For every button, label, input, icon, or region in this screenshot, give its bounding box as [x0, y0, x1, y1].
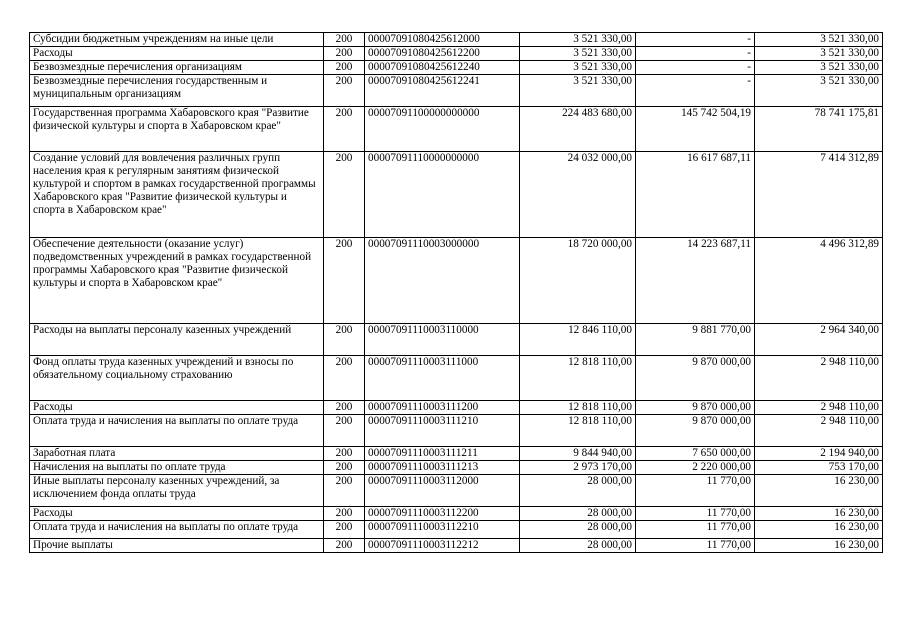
row-name-cell: Расходы на выплаты персоналу казенных учреждений	[30, 324, 324, 356]
row-code-cell: 200	[324, 356, 365, 401]
row-approved-amount-cell: 12 818 110,00	[520, 401, 636, 415]
table-row	[30, 461, 883, 475]
row-unexecuted-amount-cell: 16 230,00	[755, 507, 883, 521]
row-approved-amount-cell: 224 483 680,00	[520, 107, 636, 152]
row-approved-amount-cell: 3 521 330,00	[520, 75, 636, 107]
row-approved-amount-cell: 28 000,00	[520, 507, 636, 521]
row-name-cell: Государственная программа Хабаровского края "Развитие физической культуры и спорта в Хабаровском крае"	[30, 107, 324, 152]
row-name-cell: Заработная плата	[30, 447, 324, 461]
row-unexecuted-amount-cell: 4 496 312,89	[755, 238, 883, 324]
row-executed-amount-cell: -	[636, 47, 755, 61]
budget-expenditure-table	[29, 32, 883, 553]
row-classification-code-cell: 00007091110000000000	[365, 152, 520, 238]
row-unexecuted-amount-cell: 16 230,00	[755, 521, 883, 539]
row-code-cell: 200	[324, 47, 365, 61]
row-executed-amount-cell: 145 742 504,19	[636, 107, 755, 152]
row-code-cell: 200	[324, 507, 365, 521]
row-name-cell: Субсидии бюджетным учреждениям на иные цели	[30, 33, 324, 47]
table-body	[30, 33, 883, 553]
row-code-cell: 200	[324, 238, 365, 324]
row-executed-amount-cell: 9 870 000,00	[636, 415, 755, 447]
row-unexecuted-amount-cell: 16 230,00	[755, 539, 883, 553]
row-unexecuted-amount-cell: 78 741 175,81	[755, 107, 883, 152]
row-executed-amount-cell: 9 870 000,00	[636, 401, 755, 415]
row-classification-code-cell: 00007091100000000000	[365, 107, 520, 152]
table-row	[30, 475, 883, 507]
row-unexecuted-amount-cell: 2 948 110,00	[755, 356, 883, 401]
row-executed-amount-cell: 14 223 687,11	[636, 238, 755, 324]
row-executed-amount-cell: -	[636, 33, 755, 47]
row-unexecuted-amount-cell: 3 521 330,00	[755, 33, 883, 47]
row-unexecuted-amount-cell: 2 194 940,00	[755, 447, 883, 461]
row-classification-code-cell: 00007091110003111210	[365, 415, 520, 447]
row-name-cell: Оплата труда и начисления на выплаты по оплате труда	[30, 521, 324, 539]
row-code-cell: 200	[324, 75, 365, 107]
row-code-cell: 200	[324, 539, 365, 553]
row-executed-amount-cell: -	[636, 75, 755, 107]
row-approved-amount-cell: 9 844 940,00	[520, 447, 636, 461]
row-name-cell: Начисления на выплаты по оплате труда	[30, 461, 324, 475]
row-code-cell: 200	[324, 61, 365, 75]
table-row	[30, 152, 883, 238]
row-executed-amount-cell: 11 770,00	[636, 539, 755, 553]
row-classification-code-cell: 00007091110003111200	[365, 401, 520, 415]
row-code-cell: 200	[324, 33, 365, 47]
row-unexecuted-amount-cell: 753 170,00	[755, 461, 883, 475]
row-classification-code-cell: 00007091110003111211	[365, 447, 520, 461]
row-unexecuted-amount-cell: 3 521 330,00	[755, 75, 883, 107]
row-code-cell: 200	[324, 521, 365, 539]
row-code-cell: 200	[324, 475, 365, 507]
row-executed-amount-cell: 16 617 687,11	[636, 152, 755, 238]
table-row	[30, 75, 883, 107]
table-row	[30, 415, 883, 447]
row-classification-code-cell: 00007091110003112210	[365, 521, 520, 539]
row-unexecuted-amount-cell: 3 521 330,00	[755, 47, 883, 61]
row-classification-code-cell: 00007091110003111213	[365, 461, 520, 475]
row-code-cell: 200	[324, 152, 365, 238]
row-classification-code-cell: 00007091110003000000	[365, 238, 520, 324]
row-approved-amount-cell: 12 846 110,00	[520, 324, 636, 356]
table-row	[30, 539, 883, 553]
row-name-cell: Оплата труда и начисления на выплаты по оплате труда	[30, 415, 324, 447]
row-classification-code-cell: 00007091080425612240	[365, 61, 520, 75]
table-row	[30, 107, 883, 152]
table-row	[30, 521, 883, 539]
table-row	[30, 47, 883, 61]
row-approved-amount-cell: 3 521 330,00	[520, 47, 636, 61]
table-row	[30, 324, 883, 356]
row-code-cell: 200	[324, 107, 365, 152]
table-row	[30, 401, 883, 415]
row-approved-amount-cell: 28 000,00	[520, 475, 636, 507]
row-classification-code-cell: 00007091080425612000	[365, 33, 520, 47]
row-classification-code-cell: 00007091110003112000	[365, 475, 520, 507]
row-classification-code-cell: 00007091080425612200	[365, 47, 520, 61]
row-approved-amount-cell: 24 032 000,00	[520, 152, 636, 238]
row-approved-amount-cell: 18 720 000,00	[520, 238, 636, 324]
row-code-cell: 200	[324, 401, 365, 415]
row-classification-code-cell: 00007091110003110000	[365, 324, 520, 356]
row-approved-amount-cell: 28 000,00	[520, 539, 636, 553]
table-row	[30, 238, 883, 324]
row-executed-amount-cell: 11 770,00	[636, 521, 755, 539]
row-unexecuted-amount-cell: 2 948 110,00	[755, 415, 883, 447]
row-approved-amount-cell: 2 973 170,00	[520, 461, 636, 475]
row-code-cell: 200	[324, 447, 365, 461]
table-row	[30, 447, 883, 461]
row-unexecuted-amount-cell: 2 948 110,00	[755, 401, 883, 415]
row-executed-amount-cell: 9 881 770,00	[636, 324, 755, 356]
row-approved-amount-cell: 3 521 330,00	[520, 61, 636, 75]
row-name-cell: Иные выплаты персоналу казенных учреждений, за исключением фонда оплаты труда	[30, 475, 324, 507]
row-executed-amount-cell: 7 650 000,00	[636, 447, 755, 461]
row-approved-amount-cell: 3 521 330,00	[520, 33, 636, 47]
row-name-cell: Расходы	[30, 507, 324, 521]
row-executed-amount-cell: 11 770,00	[636, 507, 755, 521]
row-unexecuted-amount-cell: 3 521 330,00	[755, 61, 883, 75]
row-classification-code-cell: 00007091110003112212	[365, 539, 520, 553]
row-approved-amount-cell: 12 818 110,00	[520, 415, 636, 447]
row-executed-amount-cell: 9 870 000,00	[636, 356, 755, 401]
table-row	[30, 507, 883, 521]
row-name-cell: Безвозмездные перечисления государственным и муниципальным организациям	[30, 75, 324, 107]
table-row	[30, 356, 883, 401]
row-executed-amount-cell: -	[636, 61, 755, 75]
row-name-cell: Обеспечение деятельности (оказание услуг) подведомственных учреждений в рамках государственной программы Хабаровского края "Развитие физической культуры и спорта в Хабаровском крае"	[30, 238, 324, 324]
row-unexecuted-amount-cell: 2 964 340,00	[755, 324, 883, 356]
row-name-cell: Расходы	[30, 47, 324, 61]
row-name-cell: Фонд оплаты труда казенных учреждений и взносы по обязательному социальному страхованию	[30, 356, 324, 401]
table-row	[30, 61, 883, 75]
row-name-cell: Безвозмездные перечисления организациям	[30, 61, 324, 75]
table-row	[30, 33, 883, 47]
row-classification-code-cell: 00007091110003112200	[365, 507, 520, 521]
row-approved-amount-cell: 28 000,00	[520, 521, 636, 539]
row-unexecuted-amount-cell: 16 230,00	[755, 475, 883, 507]
row-code-cell: 200	[324, 324, 365, 356]
row-name-cell: Расходы	[30, 401, 324, 415]
row-name-cell: Создание условий для вовлечения различных групп населения края к регулярным занятиям физической культурой и спортом в рамках государственной программы Хабаровского края "Развитие физической культуры и спорта в Хабаровском крае"	[30, 152, 324, 238]
row-approved-amount-cell: 12 818 110,00	[520, 356, 636, 401]
row-classification-code-cell: 00007091080425612241	[365, 75, 520, 107]
row-executed-amount-cell: 2 220 000,00	[636, 461, 755, 475]
row-code-cell: 200	[324, 461, 365, 475]
row-executed-amount-cell: 11 770,00	[636, 475, 755, 507]
row-classification-code-cell: 00007091110003111000	[365, 356, 520, 401]
row-code-cell: 200	[324, 415, 365, 447]
row-name-cell: Прочие выплаты	[30, 539, 324, 553]
budget-report-page	[29, 32, 883, 553]
row-unexecuted-amount-cell: 7 414 312,89	[755, 152, 883, 238]
